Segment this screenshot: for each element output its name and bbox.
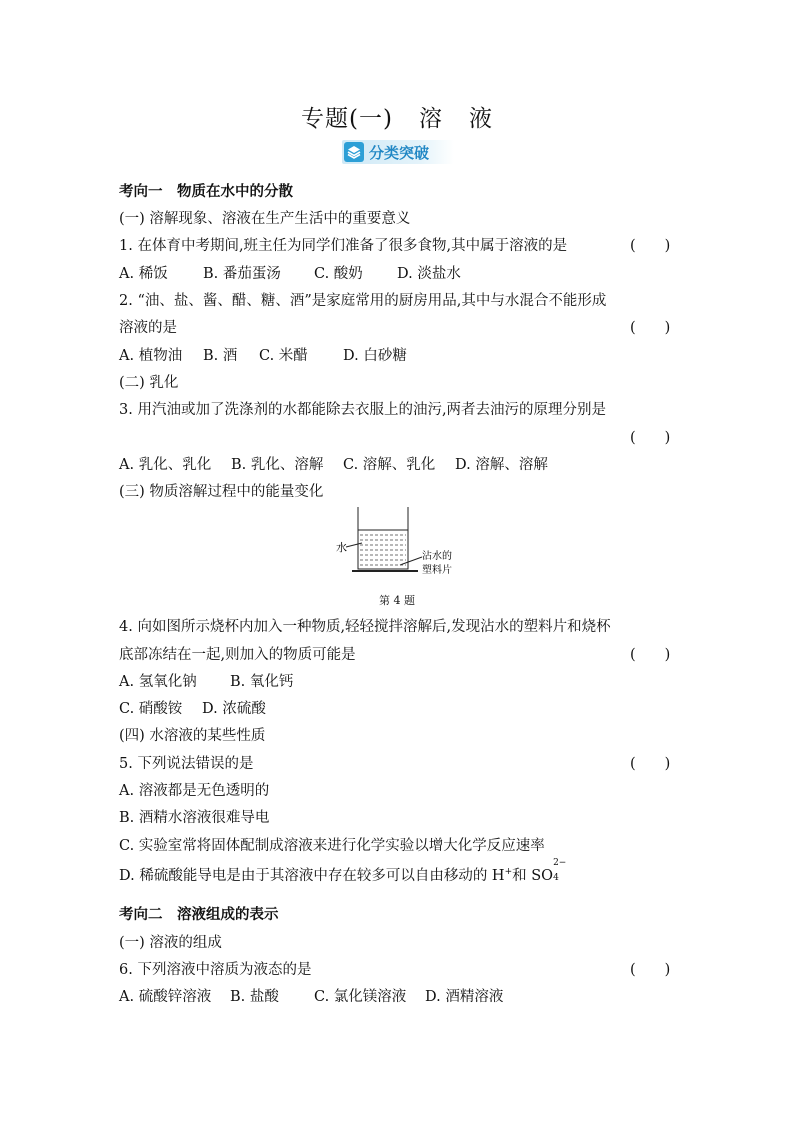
question-2-stem-line2: 溶液的是 bbox=[119, 320, 177, 336]
page-title bbox=[0, 100, 794, 133]
title-word-1: 溶 bbox=[418, 106, 443, 132]
option-a: A. 稀饭 bbox=[119, 266, 168, 282]
option-d: D. 酒精溶液 bbox=[425, 989, 504, 1005]
option-d-text-mid: 和 SO bbox=[512, 868, 554, 884]
hydrogen-ion-charge: + bbox=[504, 867, 513, 878]
option-b: B. 盐酸 bbox=[230, 989, 279, 1005]
label-plastic-line1: 沾水的 bbox=[422, 551, 452, 562]
answer-paren-6: ( ) bbox=[630, 962, 671, 978]
subsection-1-4: (四) 水溶液的某些性质 bbox=[119, 728, 266, 744]
section-heading-1: 考向一 物质在水中的分散 bbox=[119, 183, 293, 200]
option-a: A. 乳化、乳化 bbox=[119, 457, 212, 473]
option-b: B. 氧化钙 bbox=[230, 674, 294, 690]
question-4-stem-line2: 底部冻结在一起,则加入的物质可能是 bbox=[119, 647, 356, 663]
layers-icon bbox=[344, 142, 364, 162]
beaker-figure bbox=[330, 503, 470, 585]
question-3-options bbox=[119, 453, 548, 474]
option-c: C. 氯化镁溶液 bbox=[314, 989, 407, 1005]
figure-caption: 第 4 题 bbox=[379, 594, 415, 607]
option-c: C. 酸奶 bbox=[314, 266, 363, 282]
question-6-stem: 6. 下列溶液中溶质为液态的是 bbox=[119, 962, 312, 978]
option-d: D. 白砂糖 bbox=[343, 348, 407, 364]
option-c: C. 米醋 bbox=[259, 348, 308, 364]
question-3-stem: 3. 用汽油或加了洗涤剂的水都能除去衣服上的油污,两者去油污的原理分别是 bbox=[119, 402, 607, 418]
answer-paren-2: ( ) bbox=[630, 320, 671, 336]
option-b: B. 酒 bbox=[203, 348, 238, 364]
option-b: B. 酒精水溶液很难导电 bbox=[119, 810, 270, 826]
option-a: A. 溶液都是无色透明的 bbox=[119, 783, 270, 799]
answer-paren-5: ( ) bbox=[630, 756, 671, 772]
subsection-2-1: (一) 溶液的组成 bbox=[119, 935, 222, 951]
option-c: C. 实验室常将固体配制成溶液来进行化学实验以增大化学反应速率 bbox=[119, 838, 545, 854]
question-1-stem: 1. 在体育中考期间,班主任为同学们准备了很多食物,其中属于溶液的是 bbox=[119, 238, 568, 254]
question-4-options-row2 bbox=[119, 697, 266, 718]
answer-paren-1: ( ) bbox=[630, 238, 671, 254]
option-d: D. 浓硫酸 bbox=[202, 701, 266, 717]
title-word-2: 液 bbox=[468, 106, 493, 132]
sulfate-subscript: 4 bbox=[553, 873, 559, 883]
question-2-stem-line1: 2. “油、盐、酱、醋、糖、酒”是家庭常用的厨房用品,其中与水混合不能形成 bbox=[119, 293, 607, 309]
question-6-options bbox=[119, 985, 503, 1006]
option-d bbox=[119, 858, 569, 885]
option-a: A. 氢氧化钠 bbox=[119, 674, 197, 690]
answer-paren-4: ( ) bbox=[630, 647, 671, 663]
section-banner bbox=[342, 140, 454, 164]
question-4-options-row1 bbox=[119, 670, 293, 691]
beaker-diagram bbox=[330, 503, 470, 585]
question-2-options bbox=[119, 344, 407, 365]
title-main: 专题(一) bbox=[301, 106, 393, 132]
question-1-options bbox=[119, 262, 461, 283]
subsection-1-2: (二) 乳化 bbox=[119, 375, 179, 391]
subsection-1-1: (一) 溶解现象、溶液在生产生活中的重要意义 bbox=[119, 211, 411, 227]
question-4-stem-line1: 4. 向如图所示烧杯内加入一种物质,轻轻搅拌溶解后,发现沾水的塑料片和烧杯 bbox=[119, 619, 611, 635]
banner-label: 分类突破 bbox=[369, 144, 430, 162]
option-c: C. 溶解、乳化 bbox=[343, 457, 436, 473]
question-5-stem: 5. 下列说法错误的是 bbox=[119, 756, 254, 772]
option-a: A. 植物油 bbox=[119, 348, 183, 364]
option-b: B. 番茄蛋汤 bbox=[203, 266, 281, 282]
answer-paren-3: ( ) bbox=[630, 430, 671, 446]
option-d-text: D. 稀硫酸能导电是由于其溶液中存在较多可以自由移动的 H bbox=[119, 868, 505, 884]
option-a: A. 硫酸锌溶液 bbox=[119, 989, 212, 1005]
section-heading-2: 考向二 溶液组成的表示 bbox=[119, 906, 279, 923]
option-d: D. 溶解、溶解 bbox=[455, 457, 548, 473]
label-water: 水 bbox=[336, 541, 347, 554]
sulfate-charge: 2− bbox=[553, 858, 567, 868]
label-plastic-line2: 塑料片 bbox=[422, 565, 452, 576]
subsection-1-3: (三) 物质溶解过程中的能量变化 bbox=[119, 484, 324, 500]
option-d: D. 淡盐水 bbox=[397, 266, 461, 282]
option-b: B. 乳化、溶解 bbox=[231, 457, 324, 473]
option-c: C. 硝酸铵 bbox=[119, 701, 183, 717]
